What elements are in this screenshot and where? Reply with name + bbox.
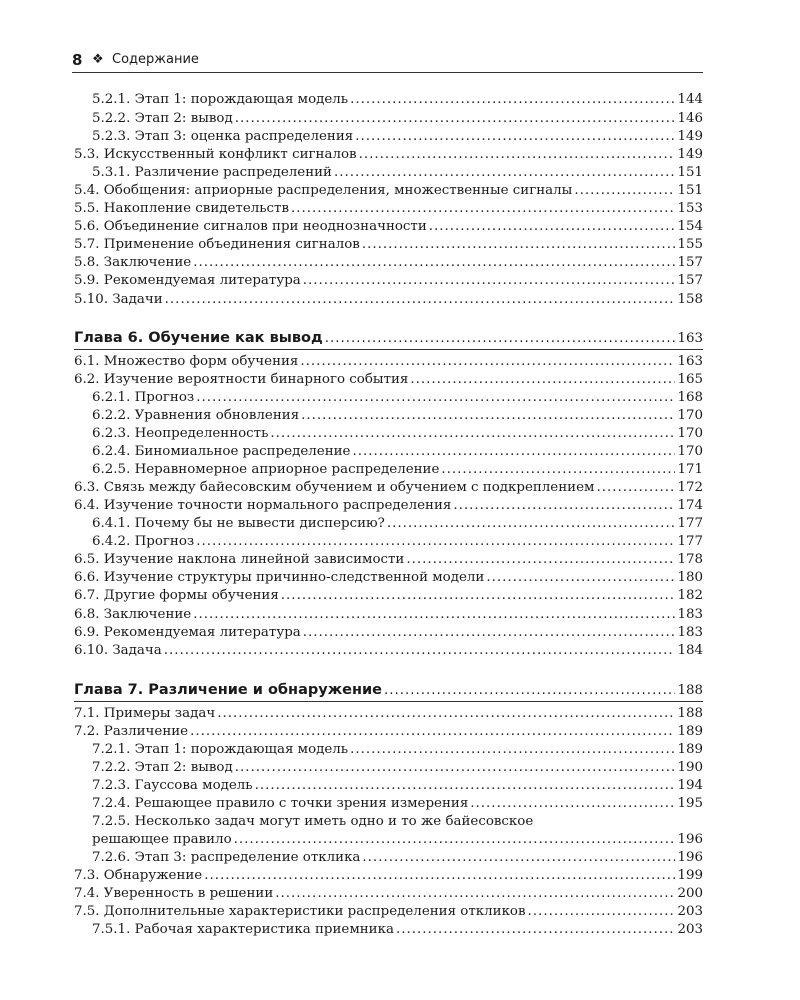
toc-subsection xyxy=(74,110,703,127)
ornament-icon: ❖ xyxy=(92,52,104,67)
toc-entry-title: 5.6. Объединение сигналов при неоднозначности xyxy=(74,219,427,234)
toc-section xyxy=(74,705,703,722)
dot-leader xyxy=(303,272,676,289)
dot-leader xyxy=(596,479,675,496)
toc-subsection xyxy=(74,164,703,181)
toc-section xyxy=(74,867,703,884)
dot-leader xyxy=(235,110,676,127)
dot-leader xyxy=(384,681,675,701)
toc-entry-title: 6.1. Множество форм обучения xyxy=(74,354,299,369)
toc-entry-title: 6.2.5. Неравномерное априорное распределение xyxy=(92,462,440,477)
toc-page-number: 203 xyxy=(677,904,703,919)
toc-entry-title: 7.2.5. Несколько задач могут иметь одно и то же байесовское xyxy=(92,814,534,829)
toc-entry-title: 6.2.4. Биномиальное распределение xyxy=(92,444,351,459)
toc-entry-title: 5.4. Обобщения: априорные распределения, множественные сигналы xyxy=(74,183,573,198)
toc-entry-title: 6.2. Изучение вероятности бинарного события xyxy=(74,372,409,387)
dot-leader xyxy=(350,741,675,758)
chapter-heading xyxy=(74,328,703,349)
dot-leader xyxy=(270,425,675,442)
toc-entry-title: решающее правило xyxy=(92,832,232,847)
toc-entry-title: 6.4.1. Почему бы не вывести дисперсию? xyxy=(92,516,385,531)
toc-section xyxy=(74,146,703,163)
toc-page-number: 174 xyxy=(677,498,703,513)
section-title: Содержание xyxy=(112,52,199,67)
toc-subsection xyxy=(74,813,703,830)
toc-section xyxy=(74,371,703,388)
toc-section xyxy=(74,569,703,586)
toc-subsection xyxy=(74,128,703,145)
dot-leader xyxy=(362,236,676,253)
toc-entry-title: 7.3. Обнаружение xyxy=(74,868,203,883)
toc-section xyxy=(74,551,703,568)
chapter-rule xyxy=(74,349,703,350)
dot-leader xyxy=(234,831,676,848)
toc-entry-title: Глава 7. Различение и обнаружение xyxy=(74,682,382,698)
dot-leader xyxy=(301,407,675,424)
toc-section xyxy=(74,272,703,289)
toc-entry-title: 6.4. Изучение точности нормального распределения xyxy=(74,498,452,513)
toc-subsection xyxy=(74,407,703,424)
dot-leader xyxy=(275,885,675,902)
dot-leader xyxy=(190,723,675,740)
toc-page-number: 184 xyxy=(677,643,703,658)
toc-page-number: 153 xyxy=(677,201,703,216)
toc-section xyxy=(74,479,703,496)
toc-section xyxy=(74,606,703,623)
toc-entry-title: 5.3.1. Различение распределений xyxy=(92,165,332,180)
toc-page-number: 183 xyxy=(677,625,703,640)
toc-entry-title: 6.4.2. Прогноз xyxy=(92,534,195,549)
toc-entry-title: 7.5. Дополнительные характеристики распределения откликов xyxy=(74,904,526,919)
toc-page-number: 199 xyxy=(677,868,703,883)
toc-entry-title: 6.10. Задача xyxy=(74,643,162,658)
toc-section xyxy=(74,291,703,308)
dot-leader xyxy=(193,254,675,271)
toc-page-number: 178 xyxy=(677,552,703,567)
dot-leader xyxy=(165,291,676,308)
dot-leader xyxy=(362,849,675,866)
toc-entry-title: 6.7. Другие формы обучения xyxy=(74,588,279,603)
toc-subsection xyxy=(74,849,703,866)
toc-section xyxy=(74,885,703,902)
toc-entry-title: 7.2.1. Этап 1: порождающая модель xyxy=(92,742,349,757)
toc-page-number: 196 xyxy=(677,850,703,865)
toc-page-number: 195 xyxy=(677,796,703,811)
toc-entry-title: 7.4. Уверенность в решении xyxy=(74,886,274,901)
toc-subsection xyxy=(74,515,703,532)
toc-page-number: 149 xyxy=(677,129,703,144)
toc-subsection xyxy=(74,533,703,550)
dot-leader xyxy=(359,146,676,163)
toc-page-number: 144 xyxy=(677,92,703,107)
toc-entry-title: 7.2.4. Решающее правило с точки зрения измерения xyxy=(92,796,469,811)
toc-entry-title: 5.3. Искусственный конфликт сигналов xyxy=(74,147,357,162)
dot-leader xyxy=(193,606,675,623)
toc-subsection xyxy=(74,741,703,758)
dot-leader xyxy=(441,461,675,478)
dot-leader xyxy=(235,759,676,776)
toc-entry-title: 5.9. Рекомендуемая литература xyxy=(74,273,301,288)
toc-subsection xyxy=(74,777,703,794)
toc-entry-title: 5.2.3. Этап 3: оценка распределения xyxy=(92,129,354,144)
toc-subsection xyxy=(74,759,703,776)
toc-section xyxy=(74,497,703,514)
toc-page-number: 200 xyxy=(677,886,703,901)
toc-subsection xyxy=(74,443,703,460)
toc-entry-title: 7.2. Различение xyxy=(74,724,189,739)
toc-entry-title: 6.2.2. Уравнения обновления xyxy=(92,408,300,423)
toc-subsection xyxy=(74,921,703,938)
toc-page-number: 157 xyxy=(677,255,703,270)
dot-leader xyxy=(486,569,675,586)
toc-subsection xyxy=(74,425,703,442)
chapter-heading xyxy=(74,680,703,701)
toc-section xyxy=(74,182,703,199)
toc-page-number: 190 xyxy=(677,760,703,775)
toc-page-number: 170 xyxy=(677,426,703,441)
toc-page-number: 149 xyxy=(677,147,703,162)
dot-leader xyxy=(217,705,675,722)
dot-leader xyxy=(528,903,676,920)
dot-leader xyxy=(410,371,675,388)
toc-section xyxy=(74,723,703,740)
toc-page-number: 170 xyxy=(677,444,703,459)
dot-leader xyxy=(334,164,675,181)
toc-section xyxy=(74,353,703,370)
toc-entry-title: 7.2.2. Этап 2: вывод xyxy=(92,760,233,775)
dot-leader xyxy=(196,389,675,406)
toc-page-number: 189 xyxy=(677,724,703,739)
toc-entry-title: 7.1. Примеры задач xyxy=(74,706,216,721)
toc-page-number: 177 xyxy=(677,516,703,531)
toc-page-number: 158 xyxy=(677,292,703,307)
toc-page-number: 154 xyxy=(677,219,703,234)
dot-leader xyxy=(291,200,675,217)
toc-entry-title: 6.2.3. Неопределенность xyxy=(92,426,269,441)
dot-leader xyxy=(470,795,675,812)
dot-leader xyxy=(350,91,675,108)
toc-page-number: 170 xyxy=(677,408,703,423)
toc-page-number: 163 xyxy=(677,354,703,369)
toc-page-number: 171 xyxy=(677,462,703,477)
dot-leader xyxy=(355,128,675,145)
toc-subsection-continuation xyxy=(74,831,703,848)
dot-leader xyxy=(429,218,676,235)
toc-section xyxy=(74,642,703,659)
dot-leader xyxy=(352,443,675,460)
dot-leader xyxy=(325,329,676,349)
chapter-rule xyxy=(74,701,703,702)
toc-page-number: 188 xyxy=(677,683,703,698)
toc-page-number: 188 xyxy=(677,706,703,721)
toc-entry-title: 7.2.3. Гауссова модель xyxy=(92,778,253,793)
toc-section xyxy=(74,624,703,641)
dot-leader xyxy=(196,533,675,550)
toc-page-number: 172 xyxy=(677,480,703,495)
toc-section xyxy=(74,200,703,217)
toc-section xyxy=(74,236,703,253)
toc-page-number: 157 xyxy=(677,273,703,288)
dot-leader xyxy=(204,867,675,884)
toc-subsection xyxy=(74,795,703,812)
toc-entry-title: 6.3. Связь между байесовским обучением и обучением с подкреплением xyxy=(74,480,595,495)
toc-entry-title: 5.5. Накопление свидетельств xyxy=(74,201,289,216)
toc-page-number: 194 xyxy=(677,778,703,793)
toc-entry-title: 5.8. Заключение xyxy=(74,255,192,270)
toc-page-number: 182 xyxy=(677,588,703,603)
toc-subsection xyxy=(74,389,703,406)
dot-leader xyxy=(574,182,675,199)
dot-leader xyxy=(387,515,676,532)
toc-page-number: 168 xyxy=(677,390,703,405)
toc-page-number: 151 xyxy=(677,165,703,180)
dot-leader xyxy=(281,587,676,604)
toc-page-number: 165 xyxy=(677,372,703,387)
toc-page-number: 146 xyxy=(677,111,703,126)
running-header xyxy=(72,50,703,73)
dot-leader xyxy=(303,624,676,641)
toc-entry-title: 7.2.6. Этап 3: распределение отклика xyxy=(92,850,361,865)
toc-subsection xyxy=(74,461,703,478)
toc-page-number: 203 xyxy=(677,922,703,937)
toc-page-number: 189 xyxy=(677,742,703,757)
toc-entry-title: 7.5.1. Рабочая характеристика приемника xyxy=(92,922,394,937)
toc-page-number: 151 xyxy=(677,183,703,198)
dot-leader xyxy=(396,921,676,938)
toc-page-number: 177 xyxy=(677,534,703,549)
toc-entry-title: 5.10. Задачи xyxy=(74,292,163,307)
toc-page-number: 155 xyxy=(677,237,703,252)
dot-leader xyxy=(406,551,675,568)
toc-page-number: 183 xyxy=(677,607,703,622)
toc-subsection xyxy=(74,91,703,108)
toc-entry-title: 5.7. Применение объединения сигналов xyxy=(74,237,360,252)
toc-entry-title: 6.6. Изучение структуры причинно-следственной модели xyxy=(74,570,485,585)
dot-leader xyxy=(300,353,675,370)
toc-section xyxy=(74,903,703,920)
toc-entry-title: 6.9. Рекомендуемая литература xyxy=(74,625,301,640)
dot-leader xyxy=(453,497,675,514)
toc-section xyxy=(74,587,703,604)
toc-section xyxy=(74,218,703,235)
toc-page-number: 180 xyxy=(677,570,703,585)
toc-entry-title: 6.5. Изучение наклона линейной зависимости xyxy=(74,552,405,567)
toc-entry-title: Глава 6. Обучение как вывод xyxy=(74,330,323,346)
toc-entry-title: 5.2.1. Этап 1: порождающая модель xyxy=(92,92,349,107)
page-number: 8 xyxy=(72,51,83,69)
toc-section xyxy=(74,254,703,271)
toc-page-number: 196 xyxy=(677,832,703,847)
toc-entry-title: 6.8. Заключение xyxy=(74,607,192,622)
dot-leader xyxy=(164,642,676,659)
dot-leader xyxy=(255,777,676,794)
toc-page-number: 163 xyxy=(677,331,703,346)
toc-entry-title: 6.2.1. Прогноз xyxy=(92,390,195,405)
toc-entry-title: 5.2.2. Этап 2: вывод xyxy=(92,111,233,126)
